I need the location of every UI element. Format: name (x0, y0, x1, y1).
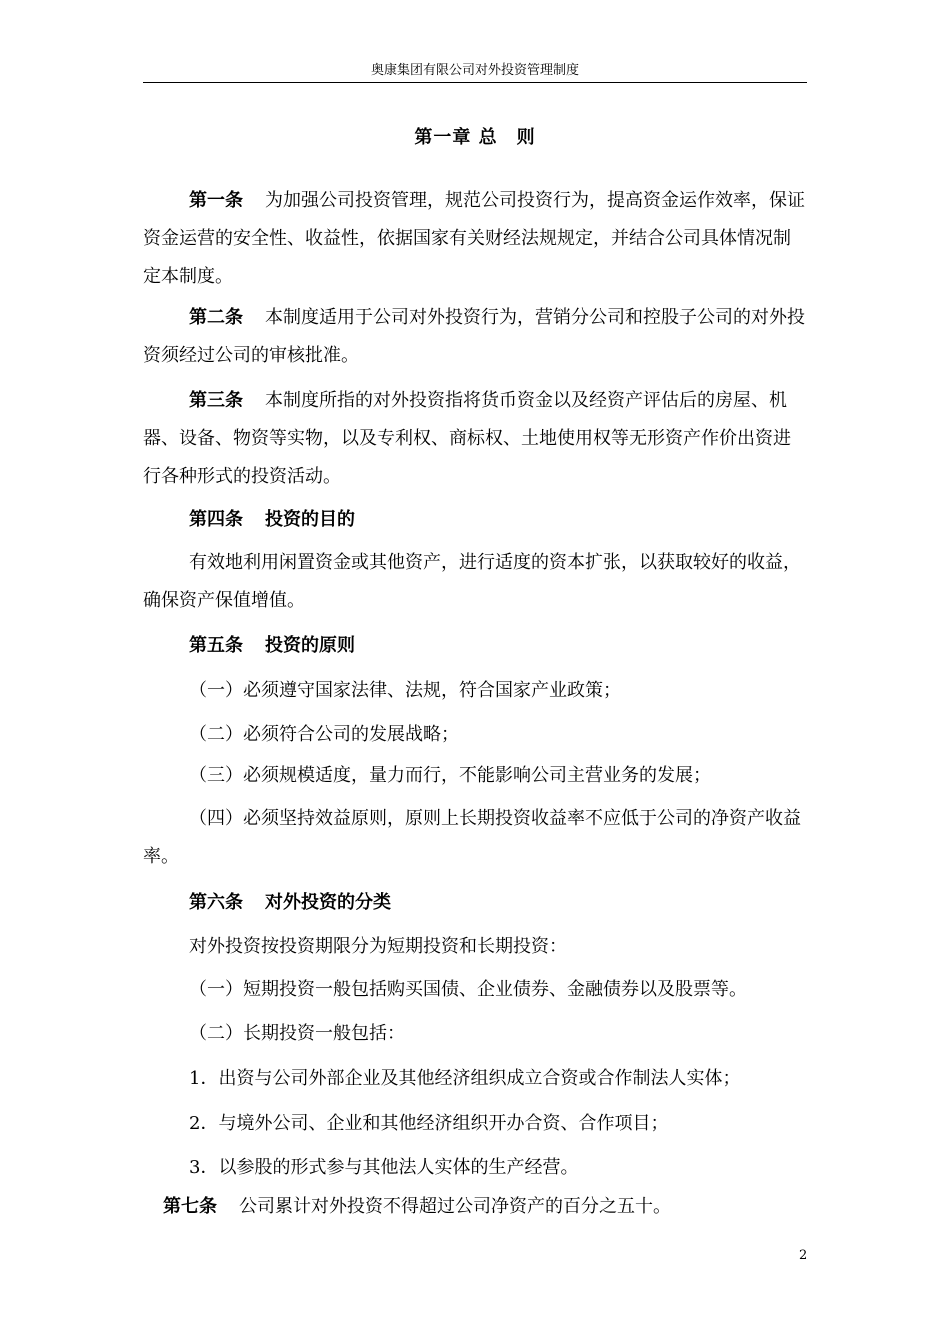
article-1-label: 第一条 (189, 190, 243, 211)
article-1 (143, 182, 807, 296)
article-6-item-2: （二）长期投资一般包括： (189, 1023, 405, 1044)
article-5-item-1: （一）必须遵守国家法律、法规，符合国家产业政策； (189, 680, 621, 701)
page-number: 2 (799, 1248, 808, 1263)
article-5-item-4: （四）必须坚持效益原则，原则上长期投资收益率不应低于公司的净资产收益率。 (143, 808, 801, 867)
article-3 (143, 382, 807, 496)
article-3-label: 第三条 (189, 390, 243, 411)
article-4-text: 有效地利用闲置资金或其他资产，进行适度的资本扩张，以获取较好的收益，确保资产保值增值。 (143, 552, 801, 611)
article-6-label: 第六条 (189, 892, 243, 913)
article-2-label: 第二条 (189, 307, 243, 328)
article-1-text: 为加强公司投资管理，规范公司投资行为，提高资金运作效率，保证资金运营的安全性、收益性，依据国家有关财经法规规定，并结合公司具体情况制定本制度。 (143, 190, 805, 287)
header-rule (143, 82, 807, 83)
article-2 (143, 299, 807, 375)
running-header: 奥康集团有限公司对外投资管理制度 (370, 63, 579, 78)
article-6-item-4: 2．与境外公司、企业和其他经济组织开办合资、合作项目； (189, 1113, 669, 1134)
article-7-label: 第七条 (163, 1196, 217, 1217)
article-2-text: 本制度适用于公司对外投资行为，营销分公司和控股子公司的对外投资须经过公司的审核批准。 (143, 307, 805, 366)
article-6-item-1: （一）短期投资一般包括购买国债、企业债券、金融债券以及股票等。 (189, 979, 747, 1000)
article-5-item-2: （二）必须符合公司的发展战略； (189, 724, 459, 745)
article-6-intro: 对外投资按投资期限分为短期投资和长期投资： (189, 936, 567, 957)
article-5-heading (143, 627, 807, 665)
article-7-text: 公司累计对外投资不得超过公司净资产的百分之五十。 (239, 1196, 671, 1217)
article-4-heading-text: 投资的目的 (265, 509, 355, 530)
article-6-item-3: 1．出资与公司外部企业及其他经济组织成立合资或合作制法人实体； (189, 1068, 741, 1089)
chapter-title: 第一章 总 则 (414, 127, 536, 148)
article-6-heading (143, 884, 807, 922)
article-6-heading-text: 对外投资的分类 (265, 892, 391, 913)
article-7 (163, 1188, 807, 1226)
article-4-label: 第四条 (189, 509, 243, 530)
article-5-heading-text: 投资的原则 (265, 635, 355, 656)
article-4-heading (143, 501, 807, 539)
article-3-text: 本制度所指的对外投资指将货币资金以及经资产评估后的房屋、机器、设备、物资等实物，以及专利权、商标权、土地使用权等无形资产作价出资进行各种形式的投资活动。 (143, 390, 791, 487)
article-5-label: 第五条 (189, 635, 243, 656)
article-6-item-5: 3．以参股的形式参与其他法人实体的生产经营。 (189, 1157, 579, 1178)
article-5-item-3: （三）必须规模适度，量力而行，不能影响公司主营业务的发展； (189, 765, 711, 786)
